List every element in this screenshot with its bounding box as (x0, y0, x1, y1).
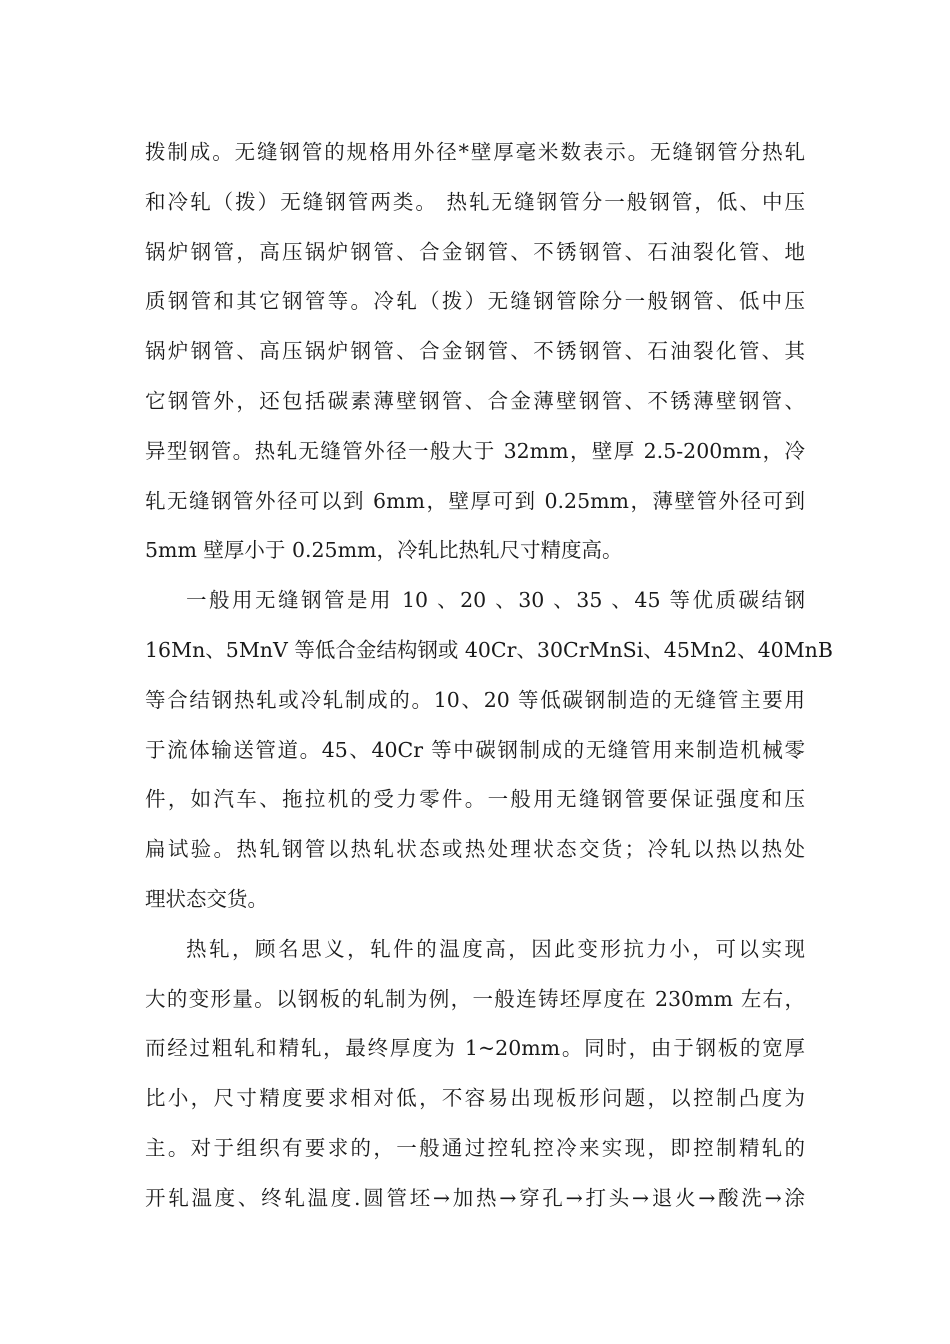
document-body (145, 128, 833, 1224)
text-line: 而经过粗轧和精轧，最终厚度为 1~20mm。同时，由于钢板的宽厚 (145, 1036, 805, 1061)
text-line: 件，如汽车、拖拉机的受力零件。一般用无缝钢管要保证强度和压 (145, 787, 805, 812)
text-line: 主。对于组织有要求的，一般通过控轧控冷来实现，即控制精轧的 (145, 1135, 805, 1160)
text-line: 大的变形量。以钢板的轧制为例，一般连铸坯厚度在 230mm 左右， (145, 986, 805, 1011)
text-line: 锅炉钢管，高压锅炉钢管、合金钢管、不锈钢管、石油裂化管、地 (145, 239, 805, 264)
text-line: 它钢管外，还包括碳素薄壁钢管、合金薄壁钢管、不锈薄壁钢管、 (145, 388, 805, 413)
text-line: 比小，尺寸精度要求相对低，不容易出现板形问题，以控制凸度为 (145, 1086, 805, 1111)
text-line: 轧无缝钢管外径可以到 6mm，壁厚可到 0.25mm，薄壁管外径可到 (145, 488, 805, 513)
text-line: 和冷轧（拨）无缝钢管两类。 热轧无缝钢管分一般钢管，低、中压 (145, 189, 805, 214)
text-line: 锅炉钢管、高压锅炉钢管、合金钢管、不锈钢管、石油裂化管、其 (145, 339, 805, 364)
text-line: 一般用无缝钢管是用 10 、20 、30 、35 、45 等优质碳结钢 (186, 588, 805, 613)
paragraph-hot-rolling (145, 925, 805, 1224)
text-line: 异型钢管。热轧无缝管外径一般大于 32mm，壁厚 2.5-200mm，冷 (145, 438, 805, 463)
paragraph-general-seamless-pipe (145, 576, 833, 925)
paragraph-seamless-pipe-types (145, 128, 805, 576)
text-line: 16Mn、5MnV 等低合金结构钢或 40Cr、30CrMnSi、45Mn2、40MnB (145, 637, 833, 662)
text-line: 扁试验。热轧钢管以热轧状态或热处理状态交货；冷轧以热以热处 (145, 837, 805, 862)
text-line: 5mm 壁厚小于 0.25mm，冷轧比热轧尺寸精度高。 (145, 538, 623, 563)
text-line: 等合结钢热轧或冷轧制成的。10、20 等低碳钢制造的无缝管主要用 (145, 687, 805, 712)
text-line: 热轧，顾名思义，轧件的温度高，因此变形抗力小，可以实现 (186, 936, 805, 961)
text-line: 拨制成。无缝钢管的规格用外径*壁厚毫米数表示。无缝钢管分热轧 (145, 140, 805, 164)
text-line: 开轧温度、终轧温度.圆管坯→加热→穿孔→打头→退火→酸洗→涂 (145, 1185, 805, 1210)
text-line: 质钢管和其它钢管等。冷轧（拨）无缝钢管除分一般钢管、低中压 (145, 289, 805, 314)
text-line: 理状态交货。 (145, 886, 268, 911)
text-line: 于流体输送管道。45、40Cr 等中碳钢制成的无缝管用来制造机械零 (145, 737, 805, 762)
